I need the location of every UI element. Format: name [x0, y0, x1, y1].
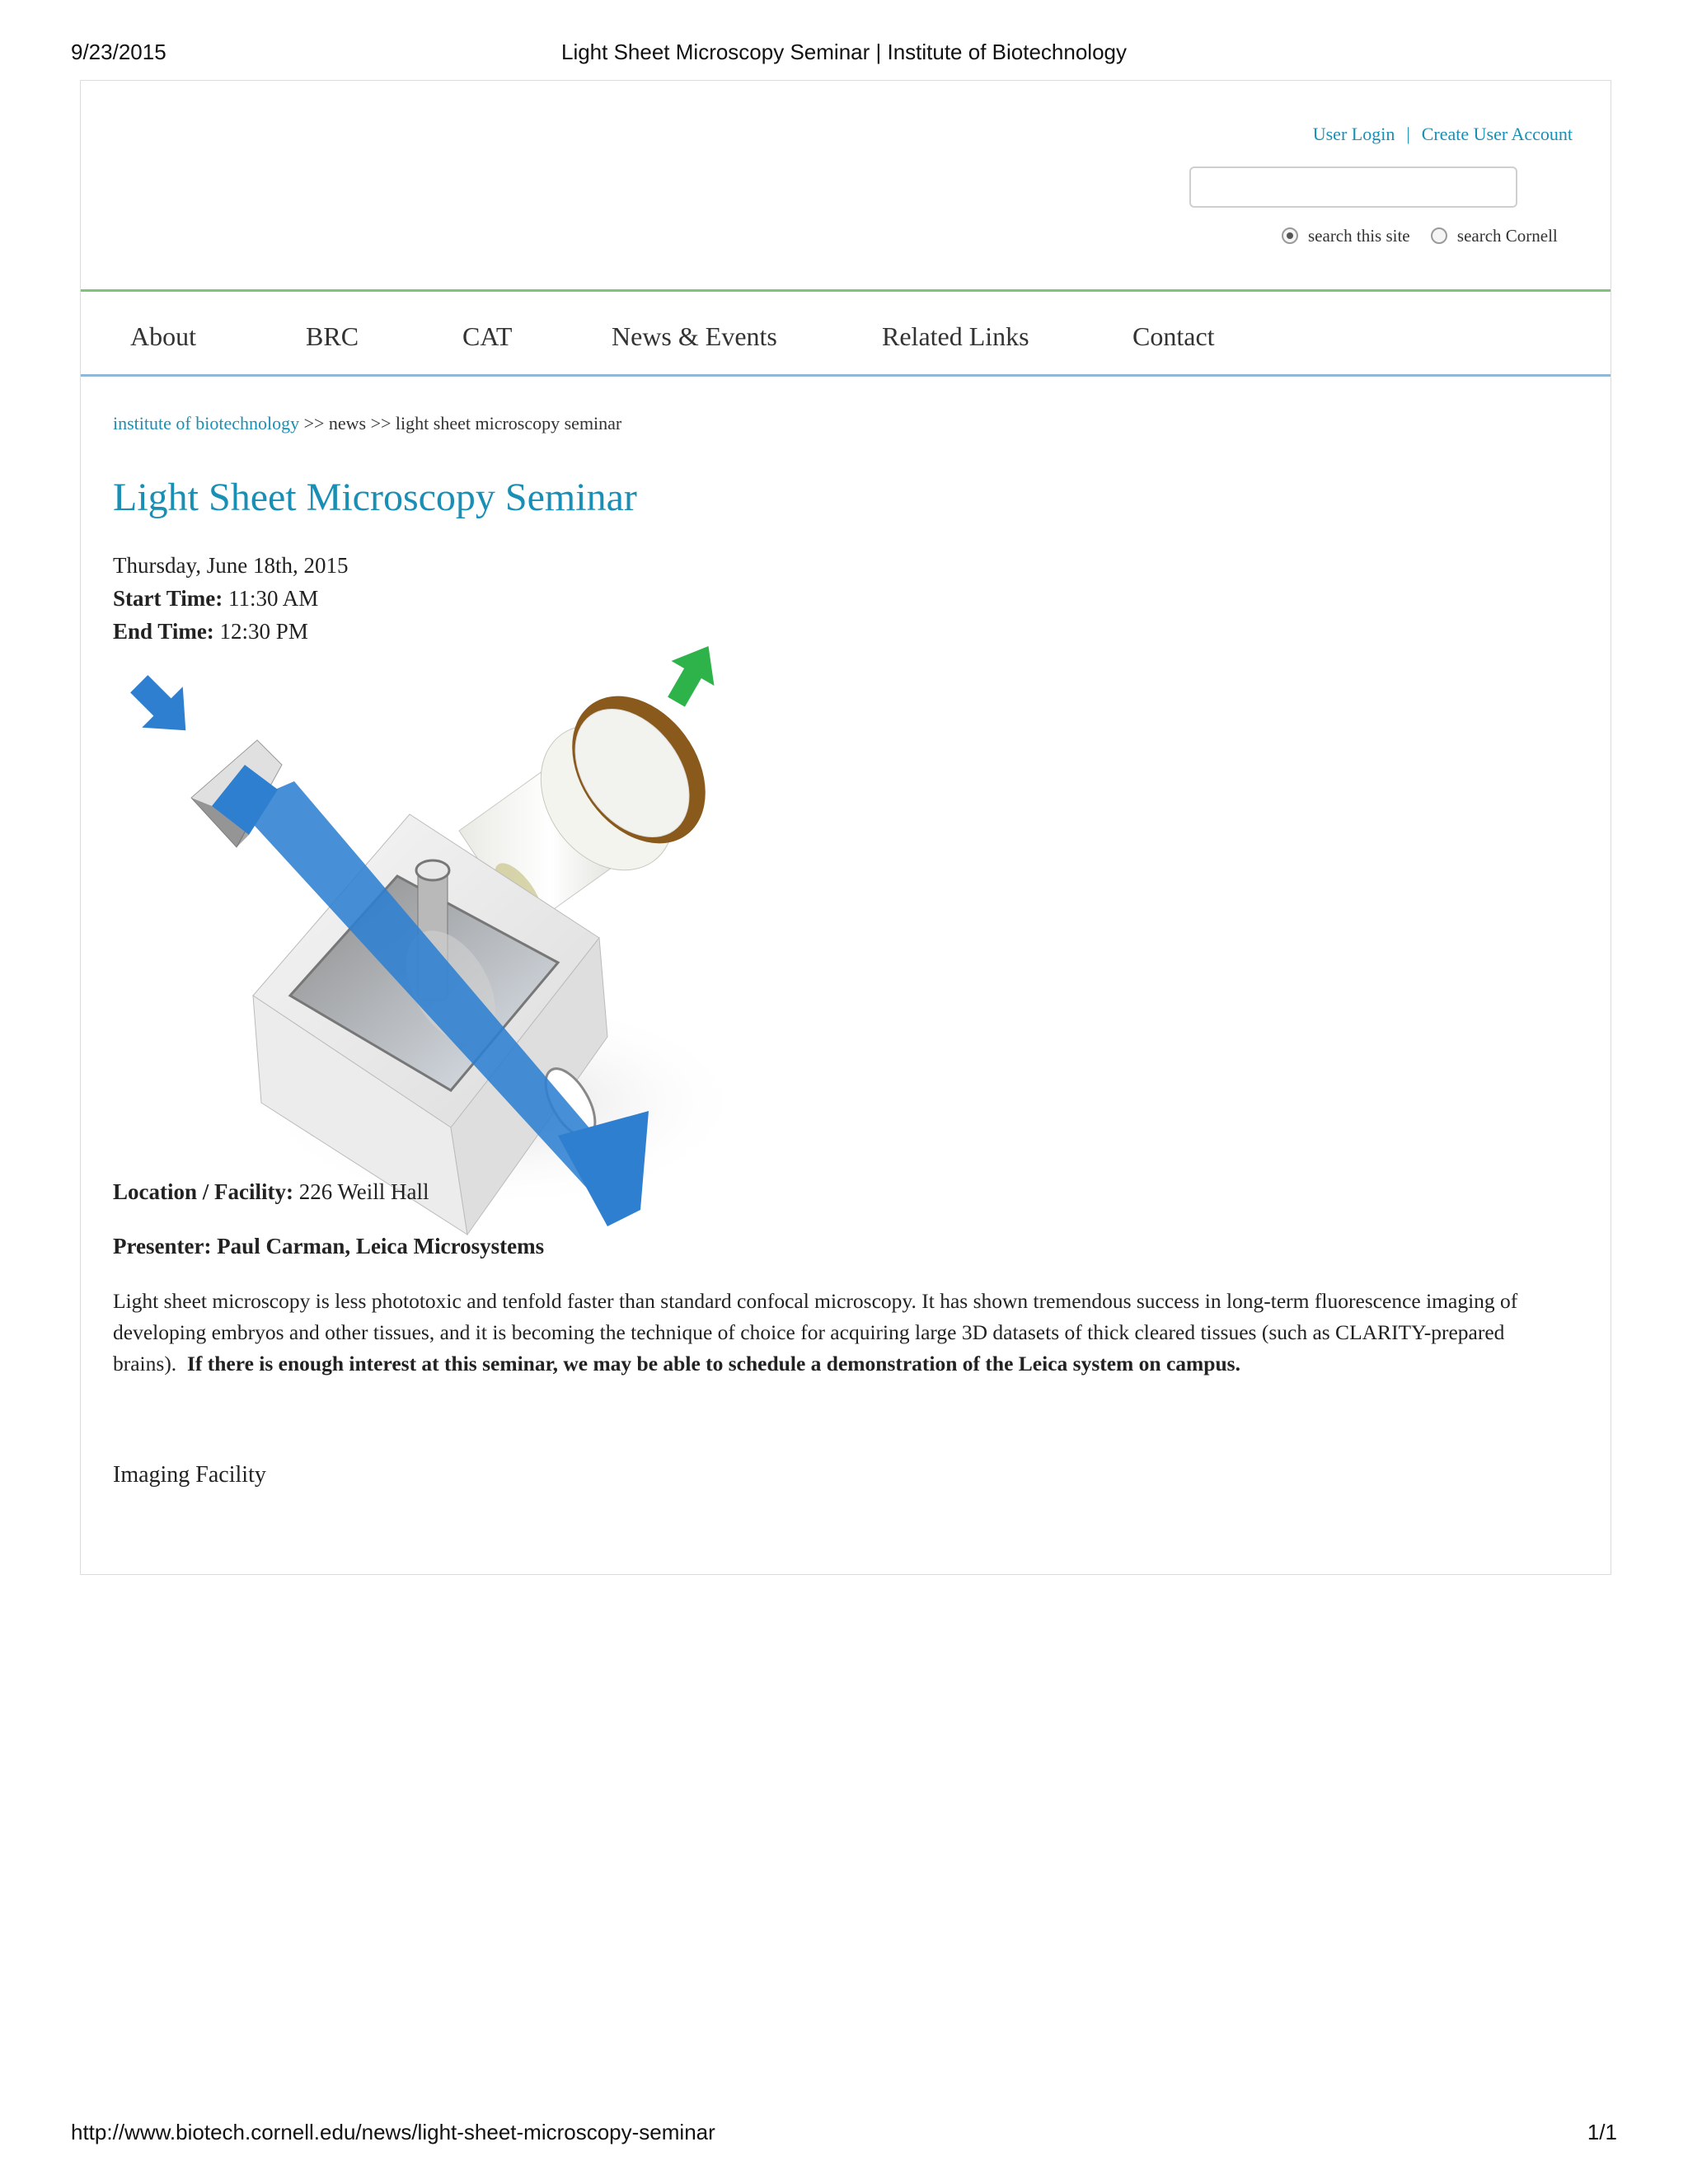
description-text: Light sheet microscopy is less phototoxic and tenfold faster than standard confocal microscopy. It has shown tremendous success in long-term fluorescence imaging of developing embryos and other tissues, and it is becoming the technique of choice for acquiring large 3D datasets of thick cleared tissues (such as CLARITY-prepared brains).: [113, 1289, 1518, 1376]
nav-item-related-links[interactable]: Related Links: [882, 321, 1029, 351]
nav-item-contact[interactable]: Contact: [1132, 321, 1215, 351]
print-document-title: Light Sheet Microscopy Seminar | Institute of Biotechnology: [560, 40, 1127, 64]
event-start-time: [113, 582, 348, 615]
event-location: [113, 1179, 429, 1205]
event-date: Thursday, June 18th, 2015: [113, 553, 349, 578]
nav-item-brc[interactable]: BRC: [306, 321, 359, 351]
account-links: [1313, 124, 1573, 145]
main-nav: [81, 292, 1611, 377]
breadcrumb: [113, 413, 621, 434]
print-page-number: 1/1: [1587, 2120, 1617, 2144]
location-label: Location / Facility:: [113, 1179, 293, 1204]
location-value: 226 Weill Hall: [293, 1179, 429, 1204]
event-presenter: Presenter: Paul Carman, Leica Microsystems: [113, 1234, 545, 1258]
search-cornell-option[interactable]: [1431, 226, 1558, 246]
breadcrumb-trail: >> news >> light sheet microscopy seminar: [299, 413, 622, 434]
search-cornell-label: search Cornell: [1456, 226, 1558, 246]
end-time-value: 12:30 PM: [213, 619, 308, 644]
create-account-link[interactable]: Create User Account: [1421, 124, 1573, 144]
search-site-option[interactable]: [1282, 226, 1410, 246]
blue-arrow-icon: [119, 663, 206, 751]
description-bold-note: If there is enough interest at this seminar, we may be able to schedule a demonstration of the Leica system on campus.: [186, 1352, 1240, 1376]
breadcrumb-home-link[interactable]: institute of biotechnology: [113, 413, 300, 434]
print-url: http://www.biotech.cornell.edu/news/light-sheet-microscopy-seminar: [71, 2120, 715, 2144]
green-arrow-icon: [655, 641, 730, 715]
search-cornell-radio[interactable]: [1431, 227, 1447, 244]
start-time-value: 11:30 AM: [223, 586, 319, 611]
nav-item-cat[interactable]: CAT: [462, 321, 513, 351]
event-category: Imaging Facility: [113, 1462, 266, 1488]
user-login-link[interactable]: User Login: [1312, 124, 1395, 144]
print-header: [71, 40, 1617, 68]
print-date: 9/23/2015: [71, 40, 166, 64]
page-title: Light Sheet Microscopy Seminar: [113, 476, 637, 519]
start-time-label: Start Time:: [113, 586, 223, 611]
event-meta: [113, 549, 348, 648]
nav-item-news-events[interactable]: News & Events: [612, 321, 777, 351]
light-sheet-microscope-illustration: [113, 641, 772, 1251]
search-input[interactable]: [1189, 166, 1517, 208]
search-site-radio[interactable]: [1282, 227, 1298, 244]
search-site-label: search this site: [1308, 226, 1410, 246]
link-separator: |: [1406, 124, 1410, 144]
print-footer: [71, 2120, 1617, 2148]
page-frame: [80, 80, 1611, 1575]
search-scope-options: [1282, 226, 1574, 246]
nav-item-about[interactable]: About: [130, 321, 196, 351]
end-time-label: End Time:: [113, 619, 214, 644]
event-description: [113, 1286, 1564, 1380]
